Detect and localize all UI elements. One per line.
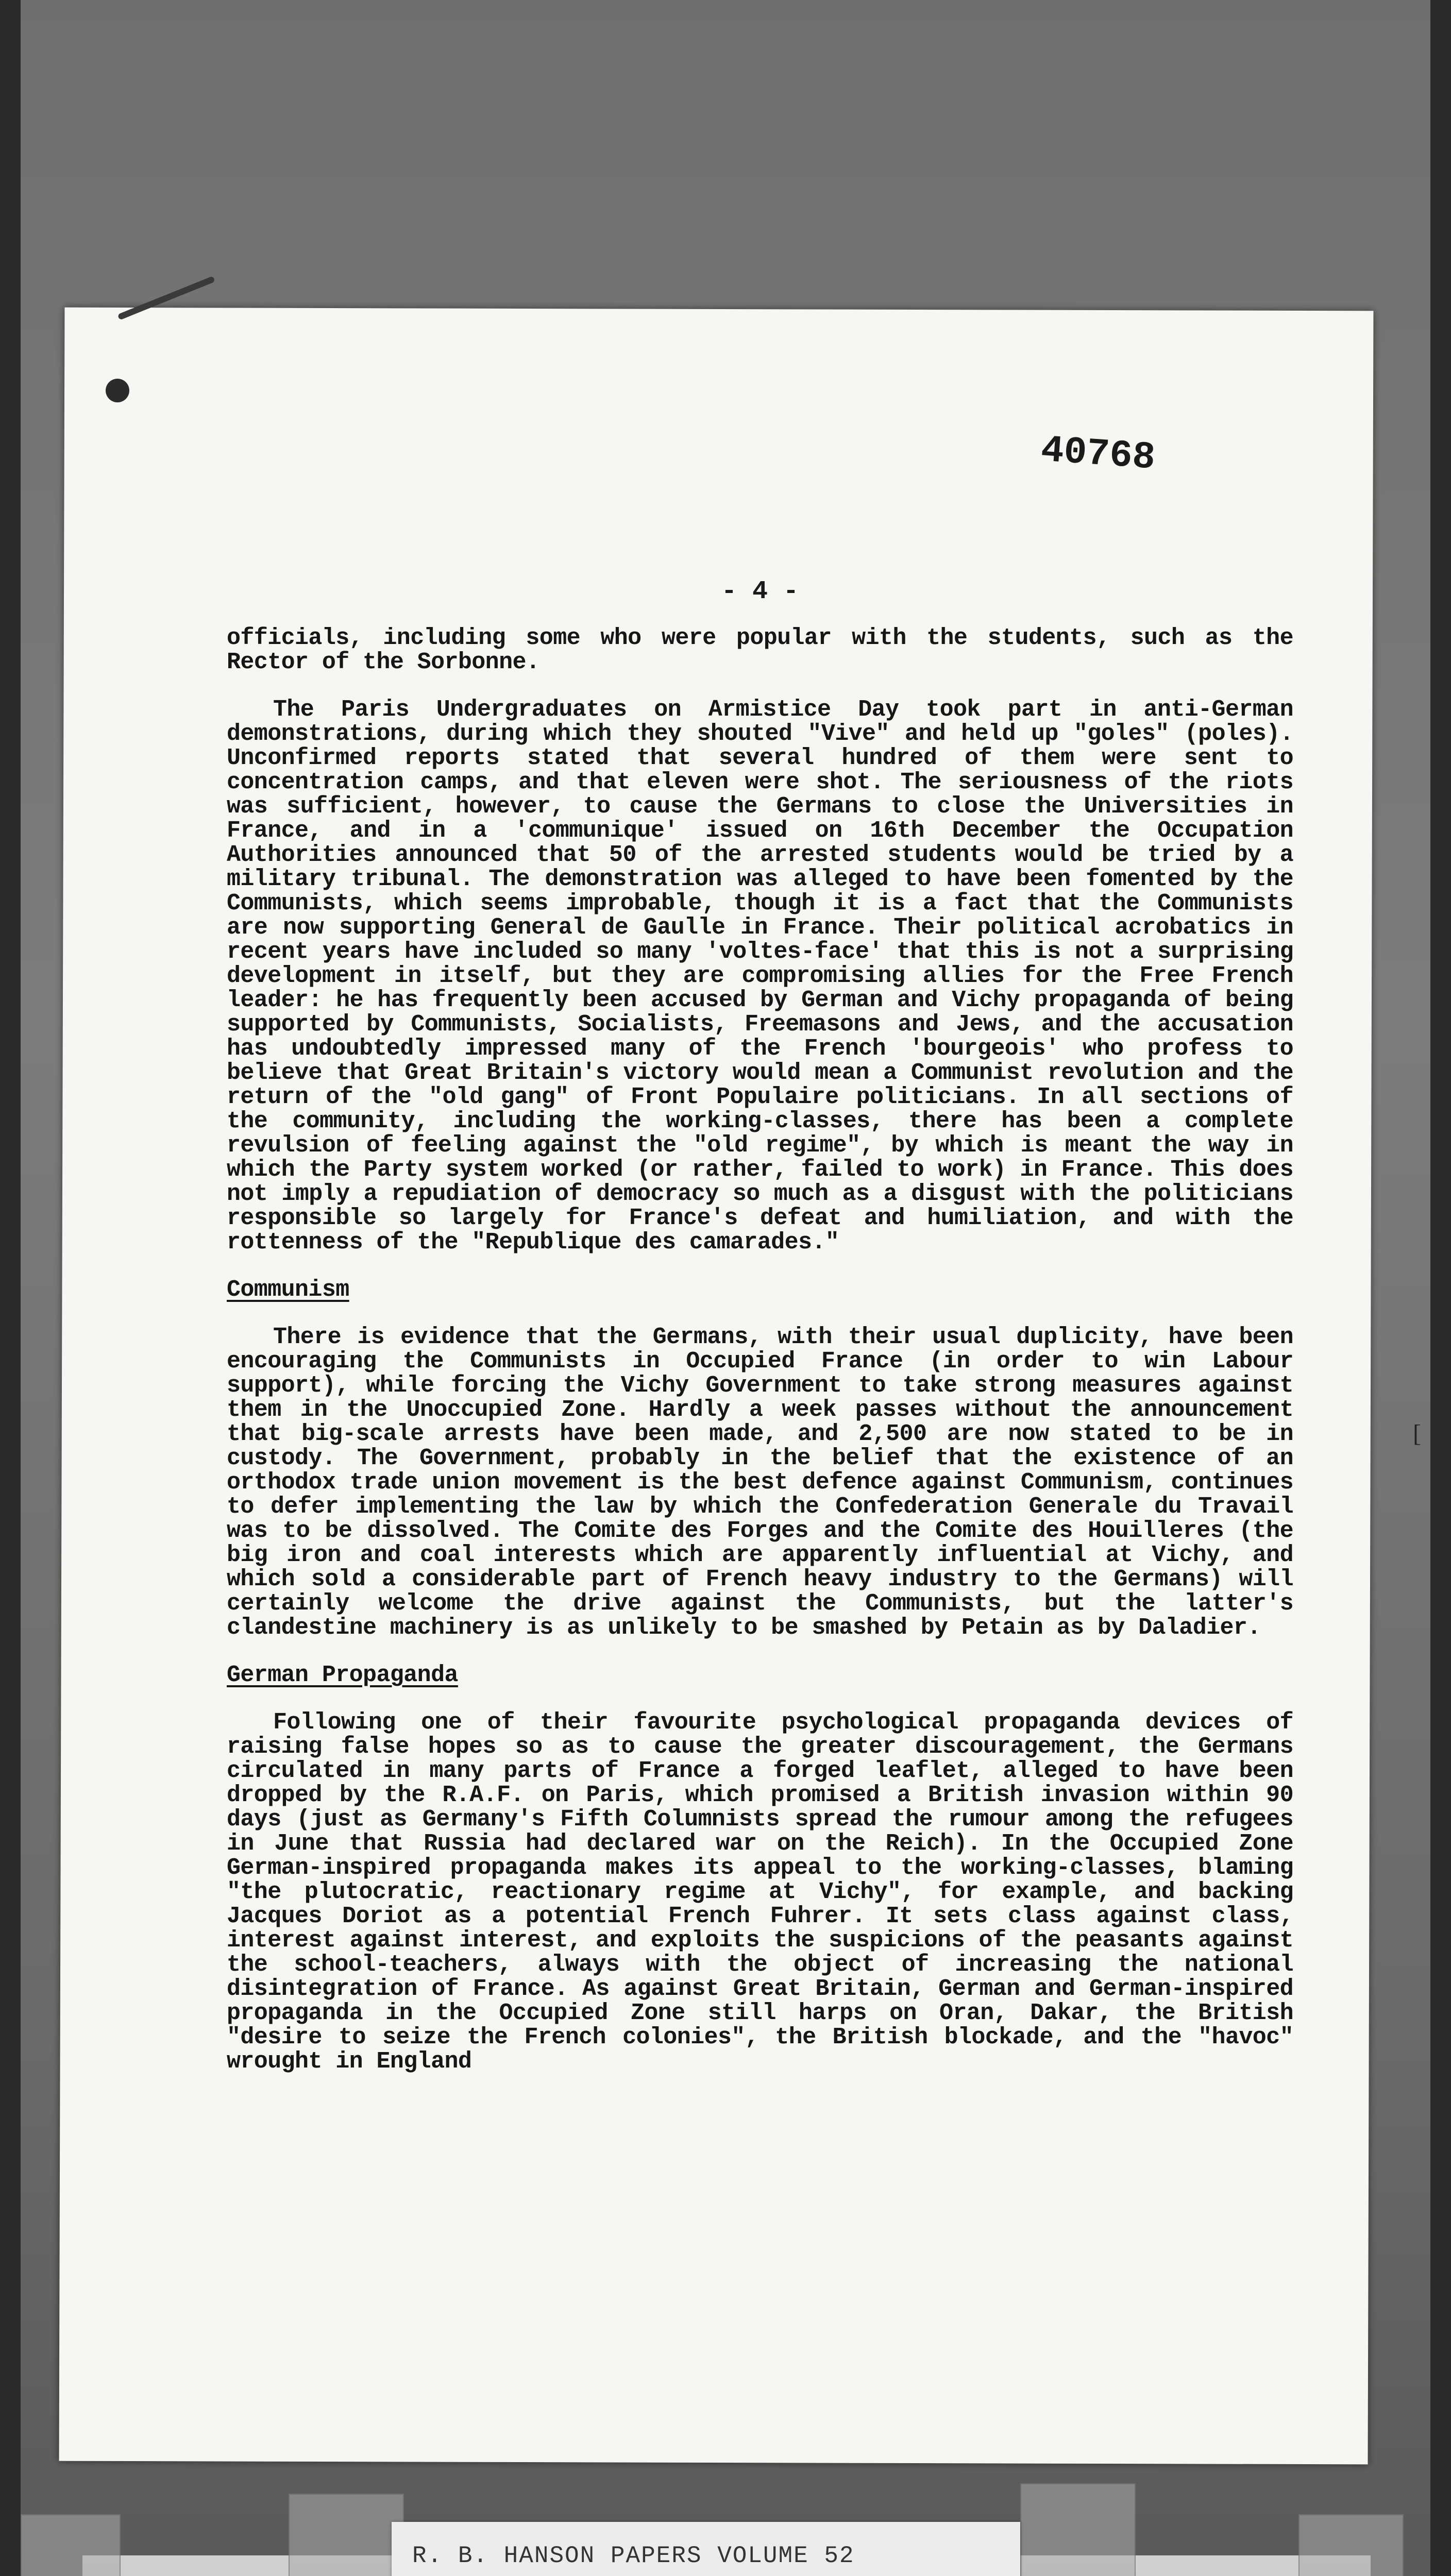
document-number: 40768	[1039, 429, 1157, 480]
section-heading-german-propaganda: German Propaganda	[227, 1662, 458, 1688]
tape-far-left	[21, 2514, 121, 2576]
tape-far-right	[1298, 2514, 1404, 2576]
archive-label-text: R. B. HANSON PAPERS VOLUME 52	[412, 2543, 855, 2569]
paragraph-communism: There is evidence that the Germans, with their usual duplicity, have been encouraging the Communists in Occupied France (in order to win Labour support), while forcing the Vichy Government to take strong measures against them in the Unoccupied Zone. Hardly a week passes without the announcement that big-scale arrests have been made, and 2,500 are now stated to be in custody. The Government, probably in the belief that the existence of an orthodox trade union movement is the best defence against Communism, continues to defer implementing the law by which the Confederation Generale du Travail was to be dissolved. The Comite des Forges and the Comite des Houilleres (the big iron and coal interests which are apparently influential at Vichy, and which sold a considerable part of French heavy industry to the Germans) will certainly welcome the drive against the Communists, but the latter's clandestine machinery is as unlikely to be smashed by Petain as by Daladier.	[227, 1324, 1293, 1641]
tape-right	[1020, 2483, 1136, 2576]
document-body	[227, 626, 1293, 2097]
film-frame-right-edge	[1430, 0, 1451, 2576]
page-number: - 4 -	[721, 577, 799, 606]
margin-bracket-mark: [	[1413, 1420, 1421, 1447]
section-heading-communism: Communism	[227, 1277, 349, 1303]
film-frame-left-edge	[0, 0, 21, 2576]
paragraph-continuation: officials, including some who were popular with the students, such as the Rector of the Sorbonne.	[227, 625, 1293, 675]
punch-hole	[106, 379, 129, 402]
paragraph-german-propaganda: Following one of their favourite psychological propaganda devices of raising false hopes so as to cause the greater discouragement, the Germans circulated in many parts of France a forged leaflet, alleged to have been dropped by the R.A.F. on Paris, which promised a British invasion within 90 days (just as Germany's Fifth Columnists spread the rumour among the refugees in June that Russia had declared war on the Reich). In the Occupied Zone German-inspired propaganda makes its appeal to the working-classes, blaming "the plutocratic, reactionary regime at Vichy", for example, and backing Jacques Doriot as a potential French Fuhrer. It sets class against class, interest against interest, and exploits the suspicions of the peasants against the school-teachers, always with the object of increasing the national disintegration of France. As against Great Britain, German and German-inspired propaganda in the Occupied Zone still harps on Oran, Dakar, the British "desire to seize the French colonies", the British blockade, and the "havoc" wrought in England	[227, 1709, 1293, 2075]
paragraph-armistice-day: The Paris Undergraduates on Armistice Day took part in anti-German demonstrations, during which they shouted "Vive" and held up "goles" (poles). Unconfirmed reports stated that several hundred of them were sent to concentration camps, and that eleven were shot. The seriousness of the riots was sufficient, however, to cause the Germans to close the Universities in France, and in a 'communique' issued on 16th December the Occupation Authorities announced that 50 of the arrested students would be tried by a military tribunal. The demonstration was alleged to have been fomented by the Communists, which seems improbable, though it is a fact that the Communists are now supporting General de Gaulle in France. Their political acrobatics in recent years have included so many 'voltes-face' that this is not a surprising development in itself, but they are compromising allies for the Free French leader: he has frequently been accused by German and Vichy propaganda of being supported by Communists, Socialists, Freemasons and Jews, and the accusation has undoubtedly impressed many of the French 'bourgeois' who profess to believe that Great Britain's victory would mean a Communist revolution and the return of the "old gang" of Front Populaire politicians. In all sections of the community, including the working-classes, there has been a complete revulsion of feeling against the "old regime", by which is meant the way in which the Party system worked (or rather, failed to work) in France. This does not imply a repudiation of democracy so much as a disgust with the politicians responsible so largely for France's defeat and humiliation, and with the rottenness of the "Republique des camarades."	[227, 697, 1293, 1256]
tape-left	[289, 2494, 404, 2576]
